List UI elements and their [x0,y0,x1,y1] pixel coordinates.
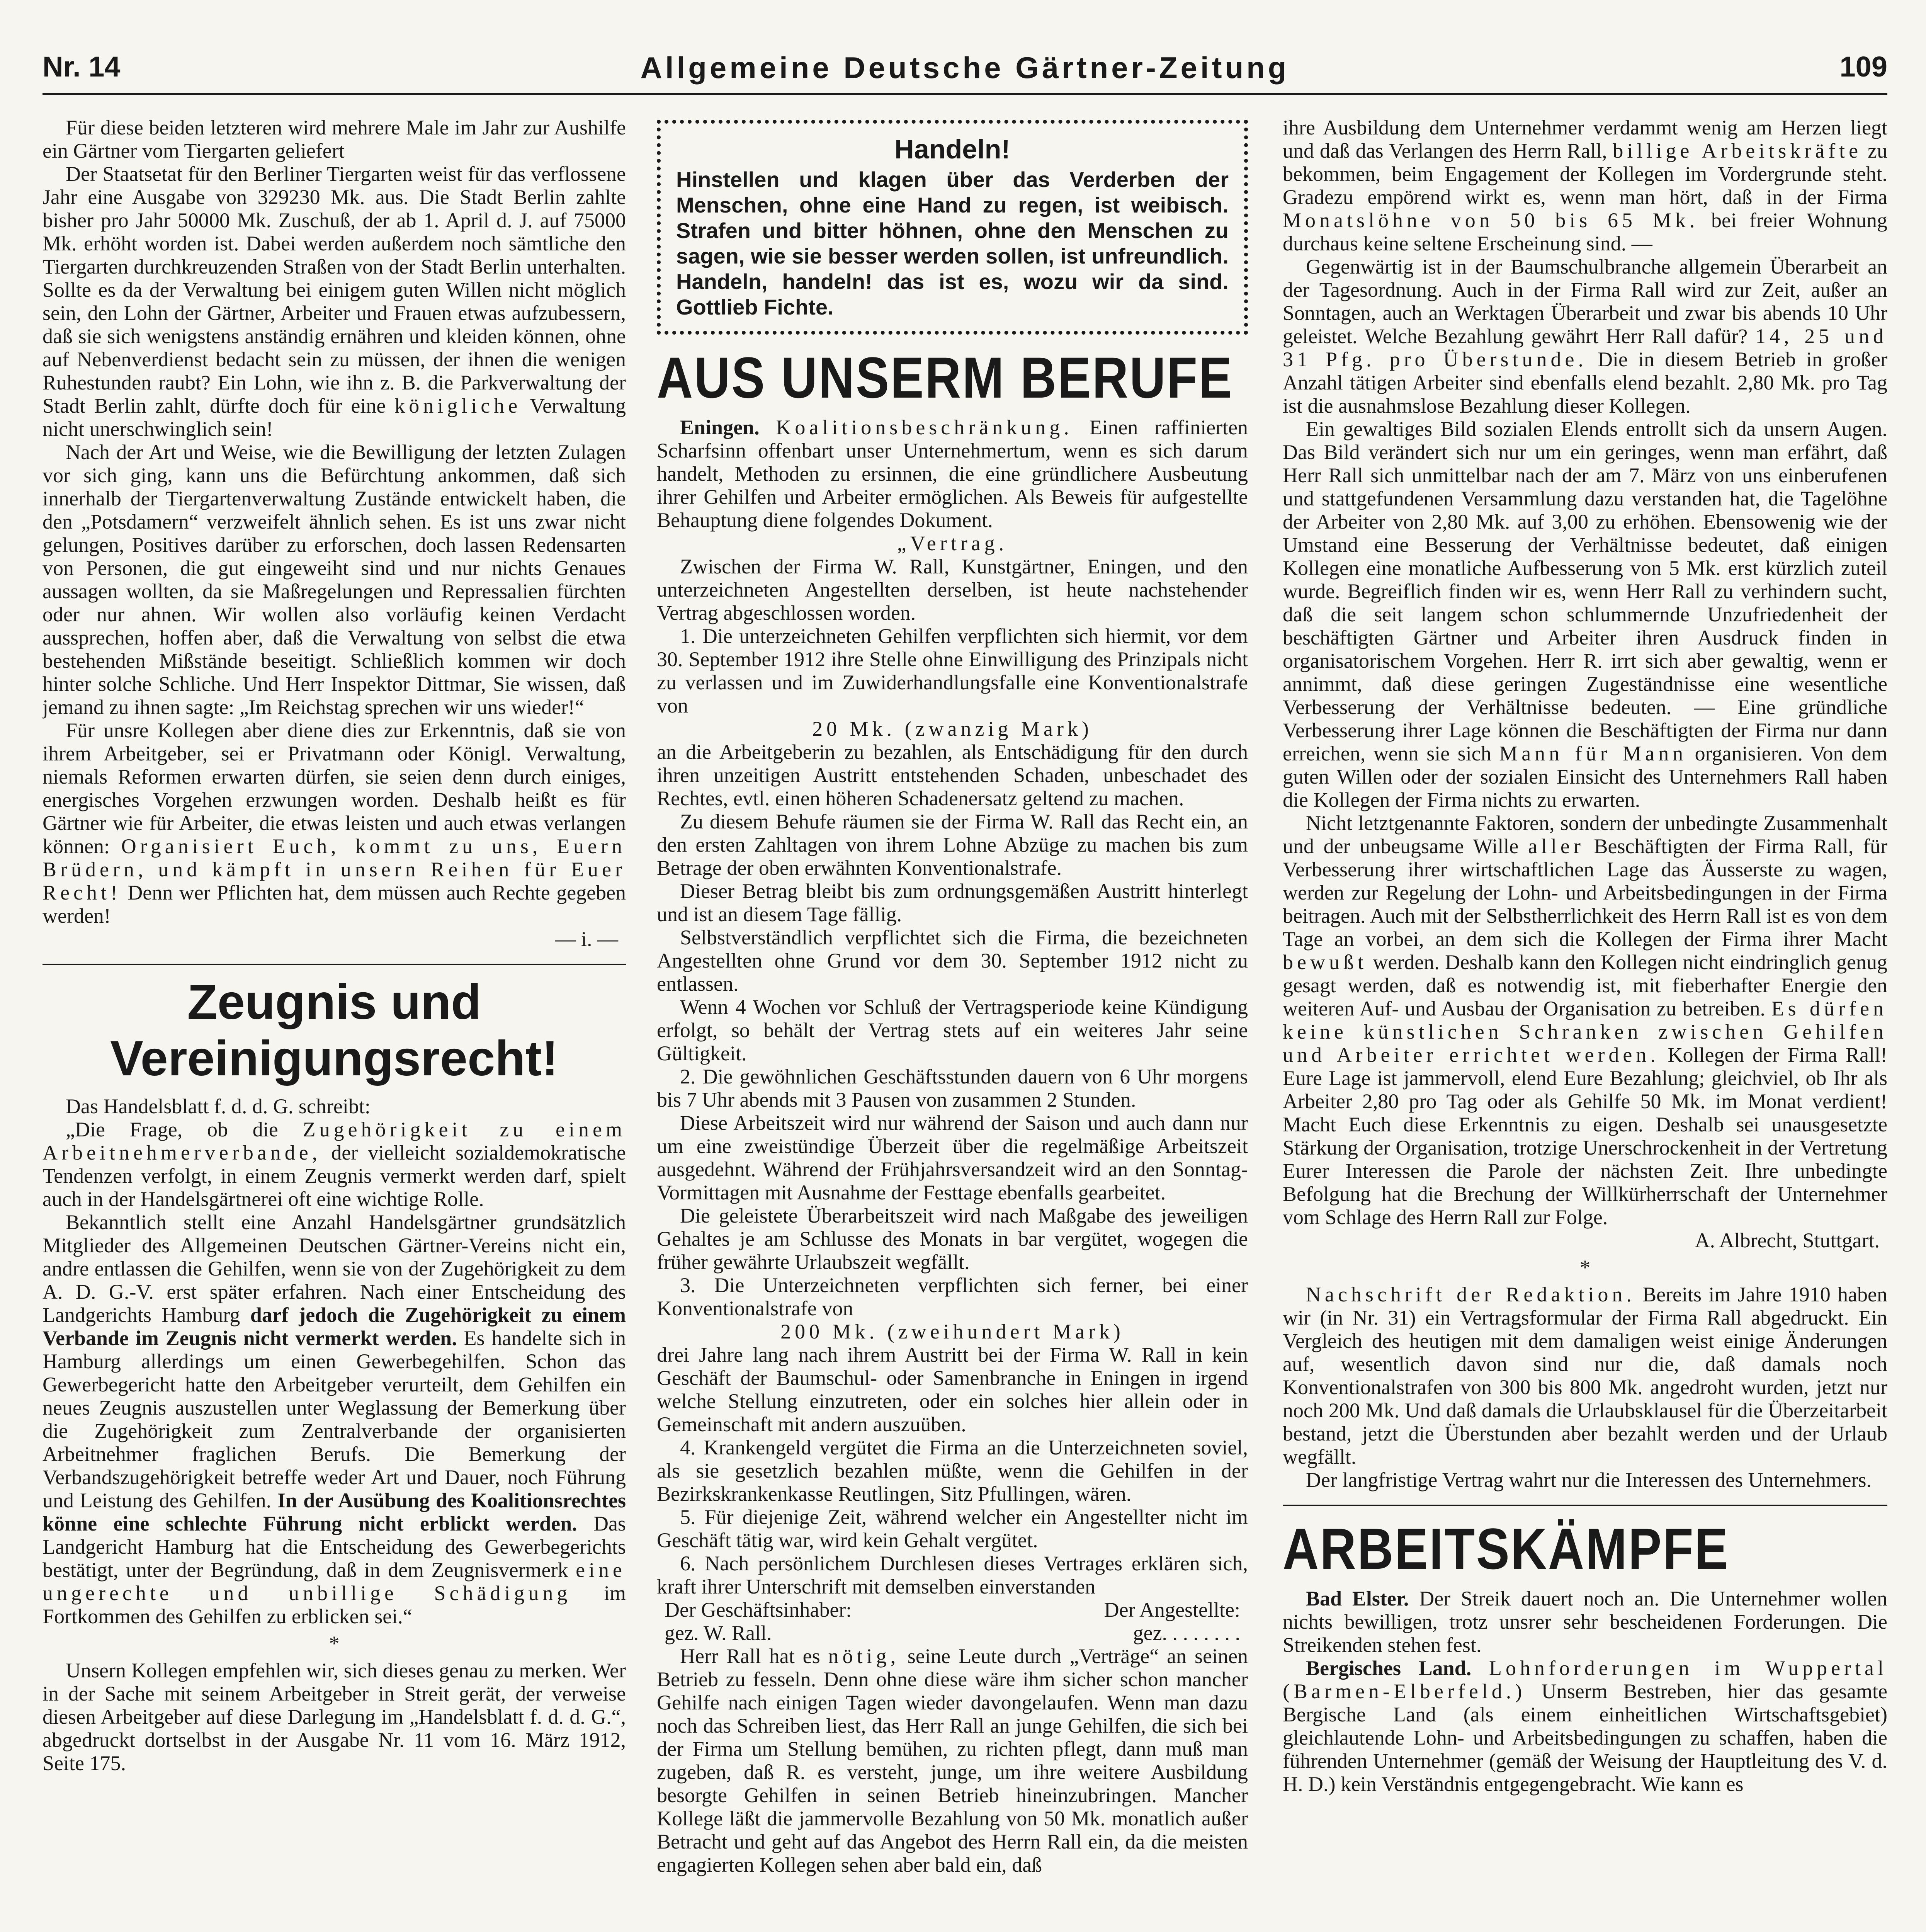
newspaper-title: Allgemeine Deutsche Gärtner-Zeitung [640,51,1290,85]
penalty-amount: 20 Mk. (zwanzig Mark) [812,717,1093,740]
paragraph: Eningen. Koalitionsbeschränkung. Einen raffinierten Scharfsinn offenbart unser Unternehmertum, wenn es sich darum handelt, Methoden zu ersinnen, die eine gründlichere Ausbeutung ihrer Gehilfen und Arbeiter ermöglichen. Als Beweis für aufgestellte Behauptung diene folgendes Dokument. [657,416,1248,532]
paragraph: Gegenwärtig ist in der Baumschulbranche allgemein Überarbeit an der Tagesordnung. Auch in der Firma Rall wird zur Zeit, außer an Sonntagen, auch an Werktagen Überarbeit und zwar bis abends 10 Uhr geleistet. Welche Bezahlung gewährt Herr Rall dafür? 14, 25 und 31 Pfg. pro Überstunde. Die in diesem Betrieb in großer Anzahl tätigen Arbeiter sind ebenfalls elend bezahlt. 2,80 Mk. pro Tag ist die ausnahmslose Bezahlung dieser Kollegen. [1283,255,1887,417]
paragraph: Dieser Betrag bleibt bis zum ordnungsgemäßen Austritt hinterlegt und ist an diesem Tage fällig. [657,879,1248,926]
quote-box [657,120,1248,335]
column-3 [1283,116,1887,1932]
paragraph: Unsern Kollegen empfehlen wir, sich dieses genau zu merken. Wer in der Sache mit seinem Arbeitgeber in Streit gerät, der verweise diesen Arbeitgeber auf diese Darlegung im „Handelsblatt f. d. d. G.“, abgedruckt dortselbst in der Ausgabe Nr. 11 vom 16. März 1912, Seite 175. [42,1659,626,1775]
paragraph: Die geleistete Überarbeitszeit wird nach Maßgabe des jeweiligen Gehaltes je am Schlusse des Monats in bar vergütet, wogegen die früher gewährte Urlaubszeit wegfällt. [657,1204,1248,1274]
owner-signature: gez. W. Rall. [665,1621,772,1645]
paragraph: Bergisches Land. Lohnforderungen im Wuppertal (Barmen-Elberfeld.) Unserm Bestreben, hier das gesamte Bergische Land (als einem einheitlichen Wirtschaftsgebiet) gleichlautende Lohn- und Arbeitsbedingungen zu schaffen, haben die führenden Unternehmer (gemäß der Weisung der Hauptleitung des V. d. H. D.) kein Verständnis entgegengebracht. Wie kann es [1283,1656,1887,1796]
paragraph: 4. Krankengeld vergütet die Firma an die Unterzeichneten soviel, als sie gesetzlich bezahlen müßte, wenn die Gehilfen in der Bezirkskrankenkasse Reutlingen, Sitz Pfullingen, wären. [657,1436,1248,1505]
paragraph: „Die Frage, ob die Zugehörigkeit zu einem Arbeitnehmerverbande, der vielleicht sozialdemokratische Tendenzen verfolgt, in einem Zeugnis vermerkt werden darf, spielt auch in der Handelsgärtnerei oft eine wichtige Rolle. [42,1118,626,1211]
paragraph: Diese Arbeitszeit wird nur während der Saison und auch dann nur um eine zweistündige Überzeit über die regelmäßige Arbeitszeit ausgedehnt. Während der Frühjahrsversandzeit wird an den Sonntag-Vormittagen mit Ausnahme der Festtage ebenfalls gearbeitet. [657,1111,1248,1204]
signature-row [657,1621,1248,1645]
column-1 [42,116,626,1932]
divider [42,964,626,965]
paragraph: Ein gewaltiges Bild sozialen Elends entrollt sich da unsern Augen. Das Bild verändert sich nur um ein geringes, wenn man erfährt, daß Herr Rall sich unmittelbar nach der am 7. März von uns einberufenen und stattgefundenen Versammlung dazu verstanden hat, die Tagelöhne der Arbeiter von 2,80 Mk. auf 3,00 zu erhöhen. Ebensowenig wie der Umstand eine Besserung der Verhältnisse bedeutet, daß einigen Kollegen eine monatliche Aufbesserung von 5 Mk. erst kürzlich zuteil wurde. Begreiflich finden wir es, wenn Herr Rall zu verhindern sucht, daß die seit langem schon schlummernde Unzufriedenheit der beschäftigten Gärtner und Arbeiter ihren Ausdruck finden in organisatorischem Vorgehen. Herr R. irrt sich aber gewaltig, wenn er annimmt, daß diese geringen Zugeständnisse eine wesentliche Verbesserung der Verhältnisse bedeuten. — Eine gründliche Verbesserung ihrer Lage können die Beschäftigten der Firma nur dann erreichen, wenn sie sich Mann für Mann organisieren. Von dem guten Willen oder der sozialen Einsicht des Unternehmers Rall haben die Kollegen der Firma nichts zu erwarten. [1283,417,1887,811]
paragraph: Wenn 4 Wochen vor Schluß der Vertragsperiode keine Kündigung erfolgt, so behält der Vertrag stets auf ein weiteres Jahr seine Gültigkeit. [657,995,1248,1065]
author-signature: — i. — [555,927,618,951]
employee-signature: gez. . . . . . . . [1133,1621,1240,1645]
signature-labels [657,1598,1248,1621]
paragraph: Für diese beiden letzteren wird mehrere Male im Jahr zur Aushilfe ein Gärtner vom Tiergarten geliefert [42,116,626,162]
section-heading: ARBEITSKÄMPFE [1283,1516,1729,1581]
paragraph: an die Arbeitgeberin zu bezahlen, als Entschädigung für den durch ihren unzeitigen Austritt entstehenden Schaden, unbeschadet des Rechtes, evtl. einen höheren Schadenersatz geltend zu machen. [657,740,1248,810]
paragraph: Nicht letztgenannte Faktoren, sondern der unbedingte Zusammenhalt und der unbeugsame Wille aller Beschäftigten der Firma Rall, für Verbesserung ihrer wirtschaftlichen Lage das Äusserste zu wagen, werden zur Regelung der Lohn- und Arbeitsbedingungen in der Firma beitragen. Auch mit der Selbstherrlichkeit des Herrn Rall ist es von dem Tage an vorbei, an dem sich die Kollegen der Firma ihrer Macht bewußt werden. Deshalb kann den Kollegen nicht eindringlich genug gesagt werden, daß es notwendig ist, mit fieberhafter Energie den weiteren Auf- und Ausbau der Organisation zu betreiben. Es dürfen keine künstlichen Schranken zwischen Gehilfen und Arbeiter errichtet werden. Kollegen der Firma Rall! Eure Lage ist jammervoll, elend Eure Bezahlung; gleichviel, ob Ihr als Arbeiter 2,80 pro Tag oder als Gehilfe 50 Mk. im Monat verdient! Macht Euch diese Erkenntnis zu eigen. Deshalb sei unausgesetzte Stärkung der Organisation, trotzige Unerschrockenheit in der Vertretung Eurer Interessen die Parole der nächsten Zeit. Ihre unbedingte Befolgung hat die Brechung der Willkürherrschaft der Unternehmer vom Schlage des Herrn Rall zur Folge. [1283,811,1887,1229]
paragraph: 6. Nach persönlichem Durchlesen dieses Vertrages erklären sich, kraft ihrer Unterschrift mit demselben einverstanden [657,1552,1248,1598]
owner-label: Der Geschäftsinhaber: [665,1598,852,1621]
paragraph: 3. Die Unterzeichneten verpflichten sich ferner, bei einer Konventionalstrafe von [657,1274,1248,1320]
paragraph: ihre Ausbildung dem Unternehmer verdammt wenig am Herzen liegt und daß das Verlangen des Herrn Rall, billige Arbeitskräfte zu bekommen, beim Engagement der Kollegen im Vordergrunde steht. Gradezu empörend wirkt es, wenn man hört, daß in der Firma Monatslöhne von 50 bis 65 Mk. bei freier Wohnung durchaus keine seltene Erscheinung sind. — [1283,116,1887,255]
paragraph: Der langfristige Vertrag wahrt nur die Interessen des Unternehmers. [1306,1468,1872,1492]
paragraph: Das Handelsblatt f. d. d. G. schreibt: [66,1095,371,1118]
quote-box-title: Handeln! [894,134,1010,164]
divider [1283,1505,1887,1506]
paragraph: Nach der Art und Weise, wie die Bewilligung der letzten Zulagen vor sich ging, kann uns die Befürchtung ankommen, daß sich innerhalb der Tiergartenverwaltung Zustände entwickelt haben, die den „Potsdamern“ verzweifelt ähnlich sehen. Es ist uns zwar nicht gelungen, Positives darüber zu erforschen, doch lassen Redensarten von Personen, die gut eingeweiht sind und nur nichts Genaues aussagen wollten, da sie Maßregelungen und Repressalien fürchten oder nur ahnen. Wir wollen also vorläufig keinen Verdacht aussprechen, hoffen aber, daß die Verwaltung von selbst die etwa bestehenden Mißstände beseitigt. Schließlich kommen wir doch hinter solche Schliche. Und Herr Inspektor Dittmar, Sie wissen, daß jemand zu ihnen sagte: „Im Reichstag sprechen wir uns wieder!“ [42,440,626,719]
section-heading: AUS UNSERM BERUFE [657,345,1233,410]
paragraph: drei Jahre lang nach ihrem Austritt bei der Firma W. Rall in kein Geschäft der Baumschul- oder Samenbranche in Eningen in irgend welche Stellung einzutreten, oder ein solches hier allein oder in Gemeinschaft mit andern auszuüben. [657,1343,1248,1436]
employee-label: Der Angestellte: [1104,1598,1240,1621]
separator-star: * [329,1632,340,1655]
paragraph: 2. Die gewöhnlichen Geschäftsstunden dauern von 6 Uhr morgens bis 7 Uhr abends mit 3 Pausen von zusammen 2 Stunden. [657,1065,1248,1111]
author-signature: A. Albrecht, Stuttgart. [1695,1229,1880,1252]
quote-box-text: Hinstellen und klagen über das Verderben der Menschen, ohne eine Hand zu regen, ist weibisch. Strafen und bitter höhnen, ohne den Menschen zu sagen, wie sie besser werden sollen, ist unfreundlich. Handeln, handeln! das ist es, wozu wir da sind. Gottlieb Fichte. [676,167,1229,319]
contract-title: „Vertrag. [897,532,1008,555]
header-rule [42,93,1887,95]
paragraph: Zu diesem Behufe räumen sie der Firma W. Rall das Recht ein, an den ersten Zahltagen von ihrem Lohne Abzüge zu machen bis zum Betrage der oben erwähnten Konventionalstrafe. [657,810,1248,879]
page-number: 109 [1839,51,1887,83]
column-2 [657,116,1248,1932]
page-header [42,50,1887,97]
paragraph: Zwischen der Firma W. Rall, Kunstgärtner, Eningen, und den unterzeichneten Angestellten derselben, ist heute nachstehender Vertrag abgeschlossen worden. [657,555,1248,624]
penalty-amount: 200 Mk. (zweihundert Mark) [780,1320,1124,1343]
paragraph: 5. Für diejenige Zeit, während welcher ein Angestellter nicht im Geschäft tätig war, wird kein Gehalt vergütet. [657,1505,1248,1552]
paragraph: Selbstverständlich verpflichtet sich die Firma, die bezeichneten Angestellten ohne Grund vor dem 30. September 1912 nicht zu entlassen. [657,926,1248,995]
paragraph: Der Staatsetat für den Berliner Tiergarten weist für das verflossene Jahr eine Ausgabe von 329230 Mk. aus. Die Stadt Berlin zahlte bisher pro Jahr 50000 Mk. Zuschuß, der ab 1. April d. J. auf 75000 Mk. erhöht worden ist. Dabei werden außerdem noch sämtliche den Tiergarten durchkreuzenden Straßen von der Stadt Berlin unterhalten. Sollte es da der Verwaltung bei einigem guten Willen nicht möglich sein, den Lohn der Gärtner, Arbeiter und Frauen etwas aufzubessern, daß sie sich wenigstens anständig ernähren und kleiden können, ohne auf Nebenverdienst bedacht sein zu müssen, der ihnen die wenigen Ruhestunden raubt? Ein Lohn, wie ihn z. B. die Parkverwaltung der Stadt Berlin zahlt, dürfte doch für eine königliche Verwaltung nicht unerschwinglich sein! [42,162,626,440]
separator-star: * [1580,1256,1590,1279]
issue-number: Nr. 14 [42,51,121,83]
paragraph: Nachschrift der Redaktion. Bereits im Jahre 1910 haben wir (in Nr. 31) ein Vertragsformular der Firma Rall abgedruckt. Ein Vergleich des heutigen mit dem damaligen weist einige Änderungen auf, wesentlich davon sind nur die, daß damals noch Konventionalstrafen von 300 bis 800 Mk. angedroht wurden, jetzt nur noch 200 Mk. Und daß damals die Urlaubsklausel für die Überzeitarbeit bestand, jetzt die Überstunden aber bezahlt werden und der Urlaub wegfällt. [1283,1283,1887,1468]
section-heading: Zeugnis und Vereinigungsrecht! [110,975,558,1086]
paragraph: Bad Elster. Der Streik dauert noch an. Die Unternehmer wollen nichts bewilligen, trotz unsrer sehr bescheidenen Forderungen. Die Streikenden stehen fest. [1283,1587,1887,1656]
paragraph: Herr Rall hat es nötig, seine Leute durch „Verträge“ an seinen Betrieb zu fesseln. Denn ohne diese wäre ihm sicher schon mancher Gehilfe nach einigen Tagen wieder davongelaufen. Wenn man dazu noch das Schreiben liest, das Herr Rall an junge Gehilfen, die sich bei der Firma um Stellung bemühen, zu richten pflegt, dann muß man zugeben, daß R. es versteht, junge, um ihre weitere Ausbildung besorgte Gehilfen in seinen Betrieb hineinzubringen. Mancher Kollege läßt die jammervolle Bezahlung von 50 Mk. monatlich außer Betracht und geht auf das Angebot des Herrn Rall ein, da die meisten engagierten Kollegen sehen aber bald ein, daß [657,1645,1248,1876]
paragraph: Für unsre Kollegen aber diene dies zur Erkenntnis, daß sie von ihrem Arbeitgeber, sei er Privatmann oder Königl. Verwaltung, niemals Reformen erwarten dürfen, sie seien denn durch einiges, energisches Vorgehen erzwungen worden. Deshalb heißt es für Gärtner wie für Arbeiter, die etwas leisten und auch etwas verlangen können: Organisiert Euch, kommt zu uns, Euern Brüdern, und kämpft in unsern Reihen für Euer Recht! Denn wer Pflichten hat, dem müssen auch Rechte gegeben werden! [42,719,626,927]
paragraph: Bekanntlich stellt eine Anzahl Handelsgärtner grundsätzlich Mitglieder des Allgemeinen Deutschen Gärtner-Vereins nicht ein, andre entlassen die Gehilfen, wenn sie von der Zugehörigkeit zu dem A. D. G.-V. erst später erfahren. Nach einer Entscheidung des Landgerichts Hamburg darf jedoch die Zugehörigkeit zu einem Verbande im Zeugnis nicht vermerkt werden. Es handelte sich in Hamburg allerdings um einen Gewerbegehilfen. Schon das Gewerbegericht hatte den Arbeitgeber verurteilt, dem Gehilfen ein neues Zeugnis auszustellen unter Weglassung der Bemerkung über die Zugehörigkeit zum Zentralverbande der organisierten Arbeitnehmer fraglichen Berufs. Die Bemerkung der Verbandszugehörigkeit betreffe weder Art und Dauer, noch Führung und Leistung des Gehilfen. In der Ausübung des Koalitionsrechtes könne eine schlechte Führung nicht erblickt werden. Das Landgericht Hamburg hat die Entscheidung des Gewerbegerichts bestätigt, unter der Begründung, daß in dem Zeugnisvermerk eine ungerechte und unbillige Schädigung im Fortkommen des Gehilfen zu erblicken sei.“ [42,1211,626,1628]
paragraph: 1. Die unterzeichneten Gehilfen verpflichten sich hiermit, vor dem 30. September 1912 ihre Stelle ohne Einwilligung des Prinzipals nicht zu verlassen und im Zuwiderhandlungsfalle eine Konventionalstrafe von [657,624,1248,717]
